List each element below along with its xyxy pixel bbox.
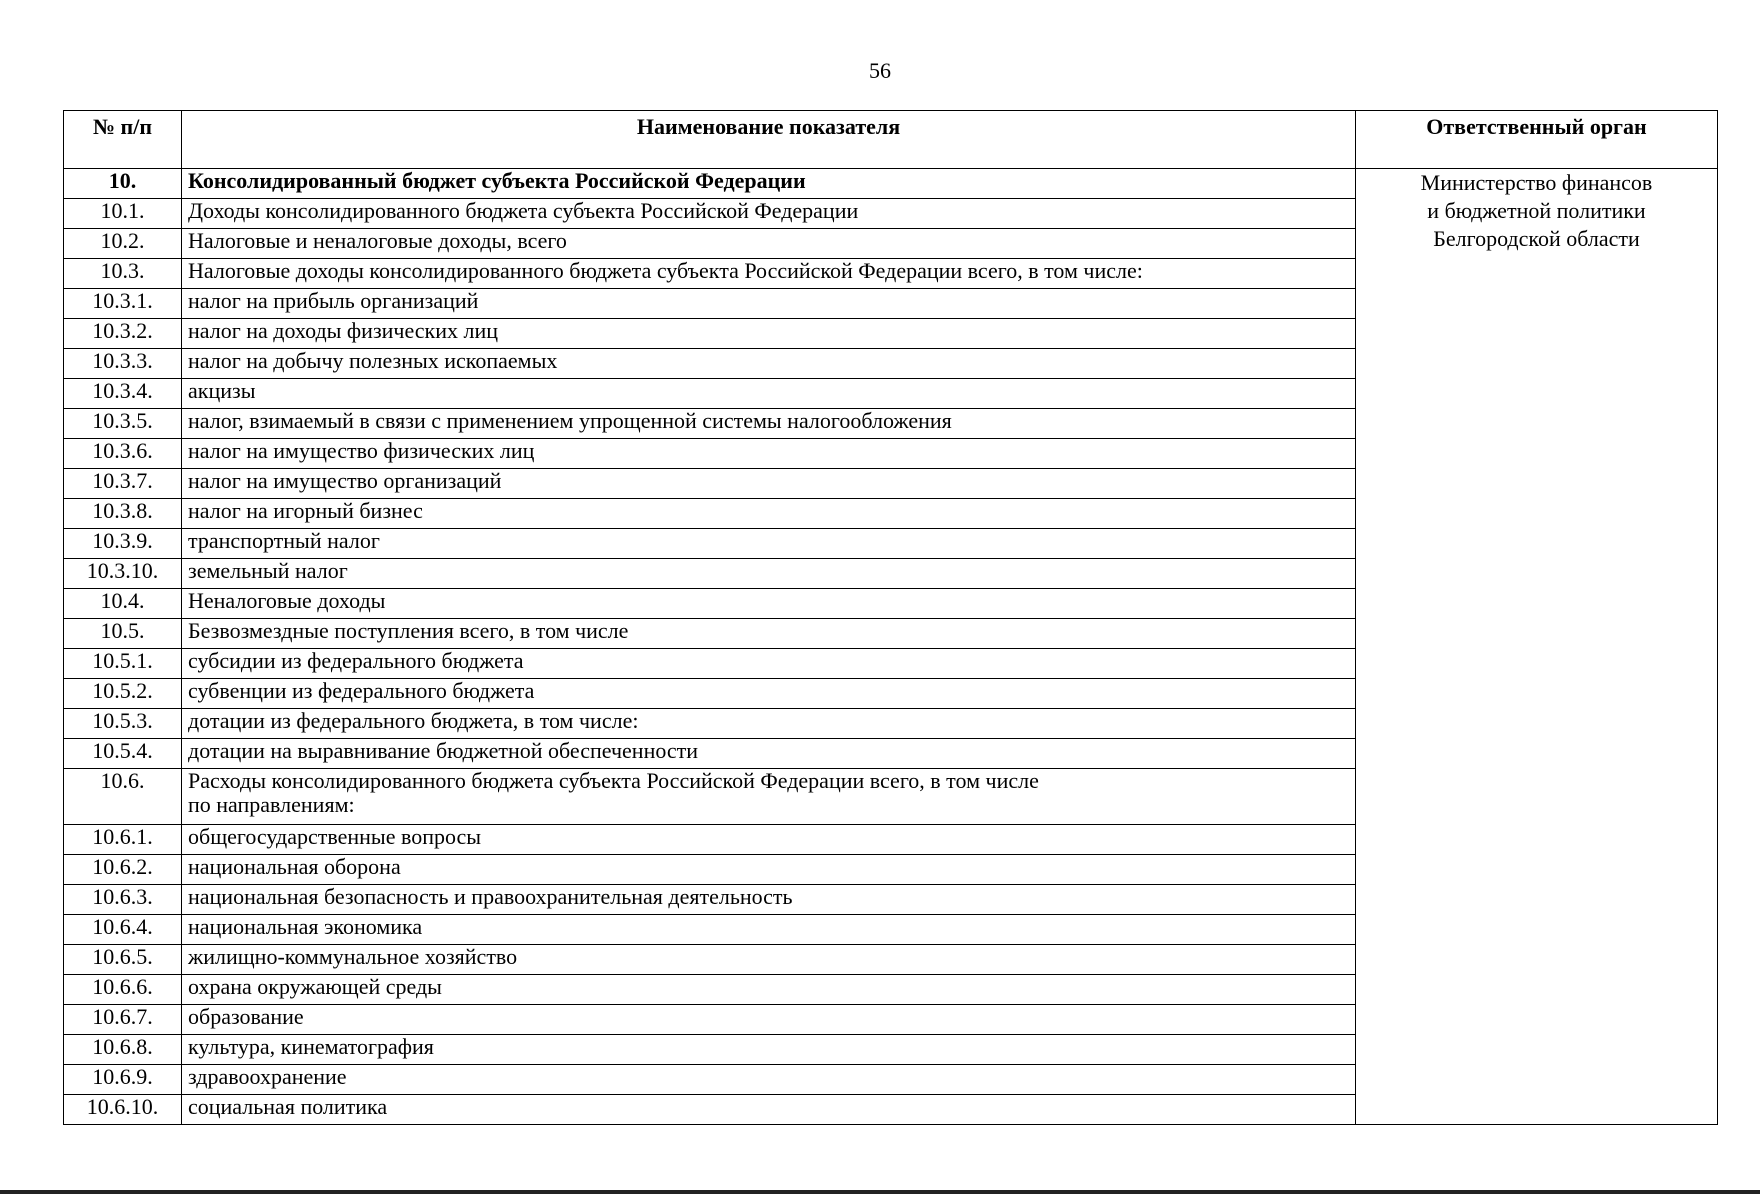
- row-name: земельный налог: [182, 559, 1356, 589]
- row-number: 10.3.2.: [64, 319, 182, 349]
- row-name: национальная экономика: [182, 915, 1356, 945]
- row-number: 10.1.: [64, 199, 182, 229]
- row-name: образование: [182, 1005, 1356, 1035]
- responsible-agency: [1356, 169, 1718, 1125]
- header-number: № п/п: [64, 111, 182, 169]
- row-number: 10.6.4.: [64, 915, 182, 945]
- row-number: 10.6.5.: [64, 945, 182, 975]
- agency-line: и бюджетной политики: [1427, 198, 1646, 223]
- row-number: 10.3.9.: [64, 529, 182, 559]
- row-name-line: по направлениям:: [188, 792, 355, 817]
- row-name: налог на имущество физических лиц: [182, 439, 1356, 469]
- row-number: 10.6.7.: [64, 1005, 182, 1035]
- row-name: налог, взимаемый в связи с применением упрощенной системы налогообложения: [182, 409, 1356, 439]
- row-name: акцизы: [182, 379, 1356, 409]
- row-number: 10.3.6.: [64, 439, 182, 469]
- row-name: субсидии из федерального бюджета: [182, 649, 1356, 679]
- row-number: 10.3.1.: [64, 289, 182, 319]
- row-number: 10.5.: [64, 619, 182, 649]
- row-name: Налоговые и неналоговые доходы, всего: [182, 229, 1356, 259]
- row-name: Безвозмездные поступления всего, в том числе: [182, 619, 1356, 649]
- row-name: здравоохранение: [182, 1065, 1356, 1095]
- row-number: 10.3.: [64, 259, 182, 289]
- row-number: 10.3.5.: [64, 409, 182, 439]
- row-number: 10.3.10.: [64, 559, 182, 589]
- header-agency: Ответственный орган: [1356, 111, 1718, 169]
- row-name: дотации на выравнивание бюджетной обеспеченности: [182, 739, 1356, 769]
- bottom-rule: [0, 1190, 1760, 1194]
- row-name: налог на имущество организаций: [182, 469, 1356, 499]
- row-number: 10.3.8.: [64, 499, 182, 529]
- row-name: налог на прибыль организаций: [182, 289, 1356, 319]
- row-number: 10.4.: [64, 589, 182, 619]
- header-row: [64, 111, 1718, 169]
- row-name: социальная политика: [182, 1095, 1356, 1125]
- row-number: 10.6.: [64, 769, 182, 825]
- row-name: охрана окружающей среды: [182, 975, 1356, 1005]
- row-number: 10.6.2.: [64, 855, 182, 885]
- agency-line: Белгородской области: [1433, 226, 1640, 251]
- row-name: национальная безопасность и правоохранительная деятельность: [182, 885, 1356, 915]
- row-number: 10.6.3.: [64, 885, 182, 915]
- row-name: налог на добычу полезных ископаемых: [182, 349, 1356, 379]
- row-number: 10.6.1.: [64, 825, 182, 855]
- row-number: 10.6.8.: [64, 1035, 182, 1065]
- row-name: жилищно-коммунальное хозяйство: [182, 945, 1356, 975]
- row-number: 10.3.7.: [64, 469, 182, 499]
- row-name: субвенции из федерального бюджета: [182, 679, 1356, 709]
- row-number: 10.: [64, 169, 182, 199]
- indicators-table: [63, 110, 1718, 1125]
- row-number: 10.6.6.: [64, 975, 182, 1005]
- row-name: Консолидированный бюджет субъекта Российской Федерации: [182, 169, 1356, 199]
- row-number: 10.3.4.: [64, 379, 182, 409]
- row-number: 10.5.1.: [64, 649, 182, 679]
- row-name: национальная оборона: [182, 855, 1356, 885]
- row-name: налог на доходы физических лиц: [182, 319, 1356, 349]
- row-name: Налоговые доходы консолидированного бюджета субъекта Российской Федерации всего, в том числе:: [182, 259, 1356, 289]
- row-name: дотации из федерального бюджета, в том числе:: [182, 709, 1356, 739]
- row-number: 10.2.: [64, 229, 182, 259]
- header-name: Наименование показателя: [182, 111, 1356, 169]
- table-row: [64, 169, 1718, 199]
- row-name: налог на игорный бизнес: [182, 499, 1356, 529]
- row-number: 10.3.3.: [64, 349, 182, 379]
- row-number: 10.6.10.: [64, 1095, 182, 1125]
- agency-line: Министерство финансов: [1420, 170, 1653, 195]
- row-name: общегосударственные вопросы: [182, 825, 1356, 855]
- row-number: 10.5.2.: [64, 679, 182, 709]
- row-number: 10.5.3.: [64, 709, 182, 739]
- row-name: Неналоговые доходы: [182, 589, 1356, 619]
- page-number: 56: [869, 58, 891, 83]
- row-name: [182, 769, 1356, 825]
- table-body: [64, 169, 1718, 1125]
- row-name: Доходы консолидированного бюджета субъекта Российской Федерации: [182, 199, 1356, 229]
- row-number: 10.6.9.: [64, 1065, 182, 1095]
- row-name: транспортный налог: [182, 529, 1356, 559]
- row-number: 10.5.4.: [64, 739, 182, 769]
- row-name-line: Расходы консолидированного бюджета субъекта Российской Федерации всего, в том числе: [188, 768, 1039, 793]
- row-name: культура, кинематография: [182, 1035, 1356, 1065]
